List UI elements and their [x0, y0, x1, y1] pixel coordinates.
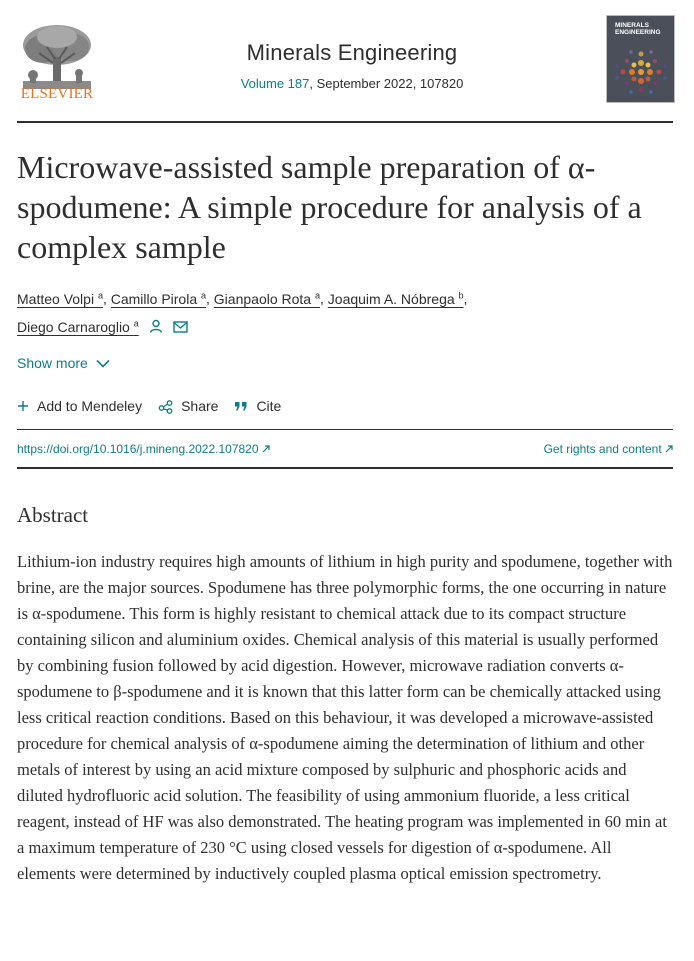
journal-header: [17, 0, 673, 123]
chevron-down-icon: [96, 359, 110, 368]
journal-title[interactable]: Minerals Engineering: [246, 40, 458, 65]
article-page: [17, 0, 673, 904]
affiliation-marker: a: [133, 318, 139, 329]
share-icon: [158, 399, 173, 414]
share-label: Share: [181, 398, 219, 415]
author-list: Matteo Volpi $^a$, Camillo Pirola $^a$, Gianpaolo Rota $^a$, Joaquim A. Nóbrega $^b$, Diego Carnaroglio $^a$: [17, 283, 673, 341]
person-icon[interactable]: [149, 316, 163, 341]
author-link[interactable]: Diego Carnaroglio $^a$: [17, 318, 139, 336]
share-button[interactable]: [158, 398, 218, 414]
cover-title: MINERALS ENGINEERING: [615, 22, 661, 36]
external-link-icon: [665, 445, 673, 453]
volume-link[interactable]: Volume 187: [240, 76, 310, 91]
show-more-label: Show more: [17, 355, 88, 372]
author-link[interactable]: Joaquim A. Nóbrega $^b$: [327, 290, 464, 307]
abstract-heading: Abstract: [17, 503, 89, 528]
affiliation-marker: a: [201, 290, 207, 300]
author-link[interactable]: Gianpaolo Rota $^a$: [213, 290, 320, 307]
journal-meta: [177, 76, 527, 91]
add-to-mendeley-button[interactable]: [17, 398, 142, 414]
author-link[interactable]: Matteo Volpi $^a$: [17, 290, 103, 307]
author-link[interactable]: Camillo Pirola $^a$: [110, 290, 207, 307]
journal-info: [177, 40, 527, 91]
external-link-icon: [262, 445, 270, 453]
cite-label: Cite: [256, 398, 282, 415]
article-title: Microwave-assisted sample preparation of α-spodumene: A simple procedure for analysis of a complex sample: [17, 149, 642, 265]
rights-and-content-link[interactable]: Get rights and content: [544, 442, 673, 456]
affiliation-marker: a: [314, 290, 320, 300]
envelope-icon[interactable]: [173, 316, 188, 341]
publisher-name: ELSEVIER: [20, 86, 94, 102]
show-more-button[interactable]: [17, 355, 110, 371]
cite-button[interactable]: [234, 398, 281, 414]
article-actions: [17, 390, 673, 422]
abstract-text: Lithium-ion industry requires high amounts of lithium in high purity and spodumene, together with brine, are the major sources. Spodumene has three polymorphic forms, the one occurring in nature is α-spodumene. This form is highly resistant to chemical attack due to its compact structure containing silicon and aluminium oxides. Chemical analysis of this material is usually performed by combining fusion followed by acid digestion. However, microwave radiation converts α-spodumene to β-spodumene and it is known that this latter form can be chemically attacked using less critical reaction conditions. Based on this behaviour, it was developed a microwave-assisted procedure for chemical analysis of α-spodumene aiming the determination of lithium and other metals of interest by using an acid mixture composed by sulphuric and phosphoric acids and diluted hydrofluoric acid solution. The feasibility of using ammonium fluoride, a less critical reagent, instead of HF was also demonstrated. The heating program was implemented in 60 min at a maximum temperature of 230 °C using closed vessels for digestion of α-spodumene. All elements were determined by inductively coupled plasma optical emission spectrometry.: [17, 552, 673, 884]
plus-icon: [17, 400, 29, 412]
affiliation-marker: a: [97, 290, 103, 300]
doi-bar: [17, 429, 673, 469]
mendeley-label: Add to Mendeley: [37, 398, 143, 415]
doi-link[interactable]: https://doi.org/10.1016/j.mineng.2022.107820: [17, 442, 270, 456]
affiliation-marker: b: [458, 290, 464, 300]
quote-icon: [234, 400, 248, 412]
issue-info: , September 2022, 107820: [309, 76, 464, 91]
journal-cover-thumbnail[interactable]: [606, 15, 675, 103]
cover-artwork: [607, 16, 674, 102]
